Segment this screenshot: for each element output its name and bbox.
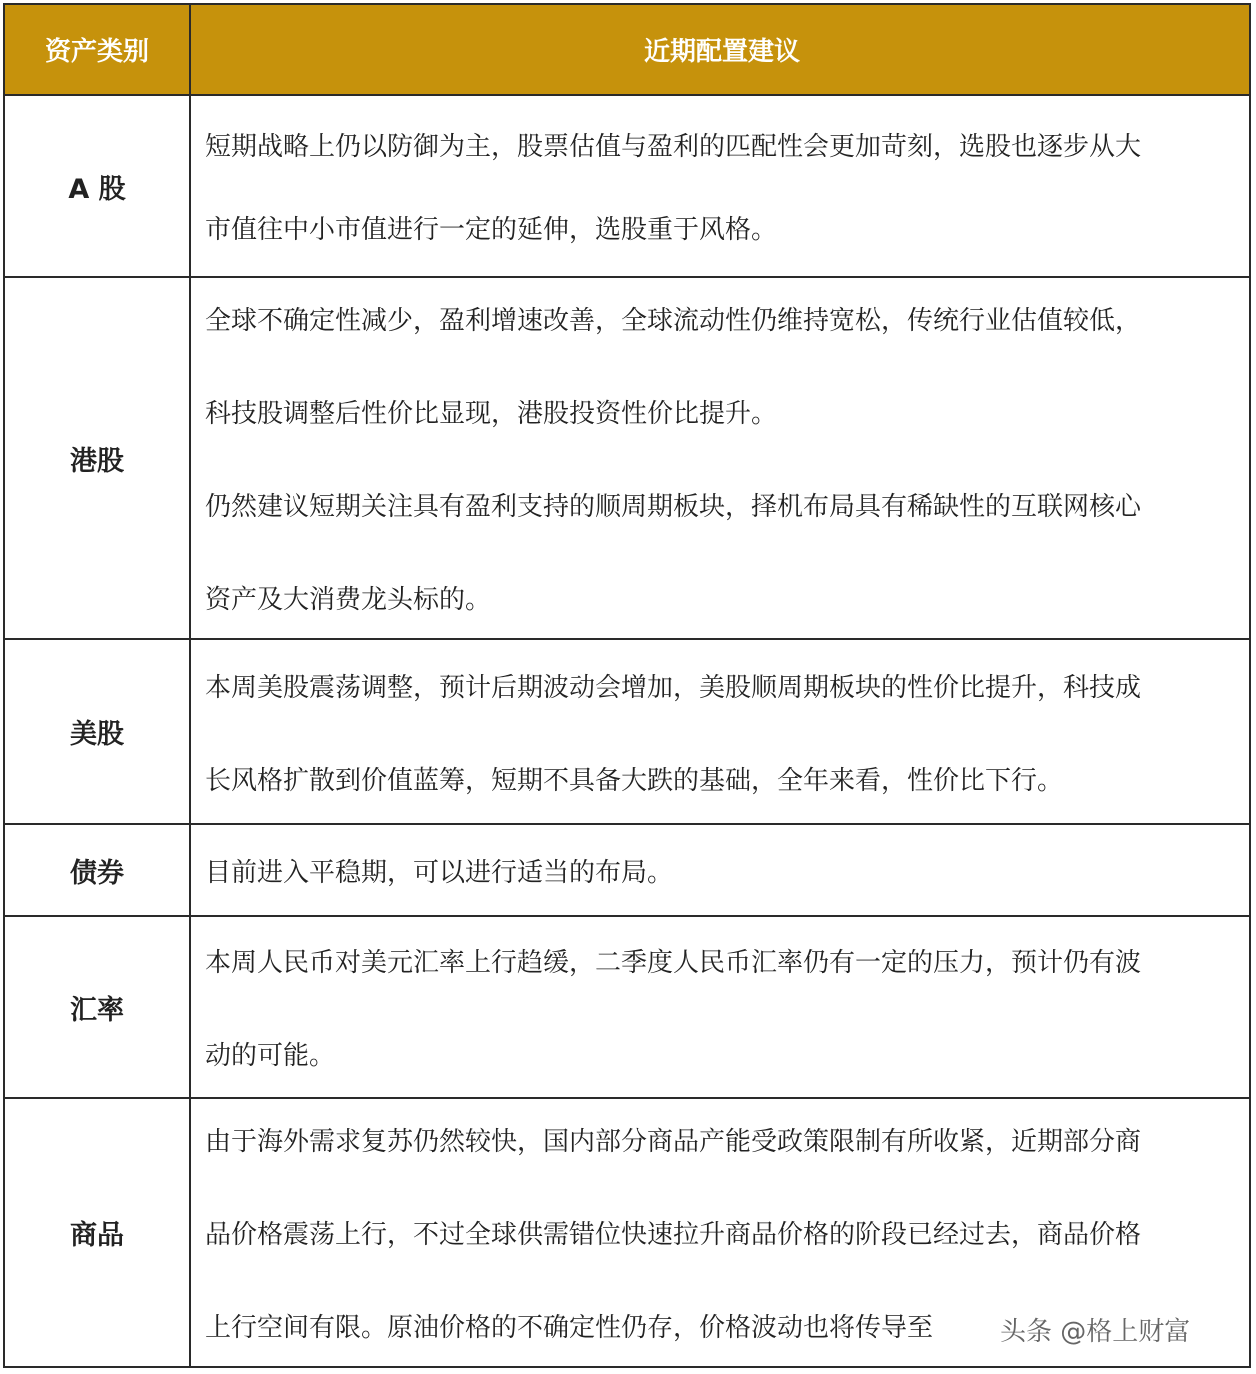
row-category: 港股: [5, 278, 191, 638]
table-header-row: [5, 5, 1249, 96]
header-advice: 近期配置建议: [643, 37, 800, 67]
advice-line: 动的可能。: [205, 1041, 336, 1071]
advice-line: 品价格震荡上行，不过全球供需错位快速拉升商品价格的阶段已经过去，商品价格: [205, 1220, 1142, 1250]
advice-line: 长风格扩散到价值蓝筹，短期不具备大跌的基础，全年来看，性价比下行。: [205, 765, 1064, 796]
advice-line: 由于海外需求复苏仍然较快，国内部分商品产能受政策限制有所收紧，近期部分商: [205, 1127, 1142, 1157]
header-category: 资产类别: [5, 5, 191, 94]
row-category: 债券: [5, 825, 191, 915]
advice-line: 资产及大消费龙头标的。: [205, 585, 492, 615]
row-category: A 股: [5, 96, 191, 276]
row-advice: [191, 96, 1249, 276]
advice-line: 科技股调整后性价比显现，港股投资性价比提升。: [205, 399, 778, 429]
advice-line: 短期战略上仍以防御为主，股票估值与盈利的匹配性会更加苛刻，选股也逐步从大: [205, 132, 1142, 162]
row-category: 汇率: [5, 917, 191, 1097]
row-category: 美股: [5, 640, 191, 823]
advice-line: 全球不确定性减少，盈利增速改善，全球流动性仍维持宽松，传统行业估值较低，: [205, 306, 1142, 336]
advice-line: 市值往中小市值进行一定的延伸，选股重于风格。: [205, 215, 778, 245]
row-advice: [191, 917, 1249, 1097]
table-row: [5, 96, 1249, 278]
advice-line: 本周美股震荡调整，预计后期波动会增加，美股顺周期板块的性价比提升，科技成: [205, 672, 1142, 703]
row-advice: [191, 825, 1249, 915]
watermark: 头条 @格上财富: [1000, 1317, 1191, 1347]
table-row: [5, 640, 1249, 825]
table-row: [5, 917, 1249, 1099]
allocation-table: [3, 3, 1251, 1368]
advice-line: 上行空间有限。原油价格的不确定性仍存，价格波动也将传导至: [205, 1313, 934, 1343]
row-advice: [191, 278, 1249, 638]
table-row: [5, 825, 1249, 917]
table-row: [5, 278, 1249, 640]
advice-line: 仍然建议短期关注具有盈利支持的顺周期板块，择机布局具有稀缺性的互联网核心: [205, 492, 1142, 522]
advice-line: 本周人民币对美元汇率上行趋缓，二季度人民币汇率仍有一定的压力，预计仍有波: [205, 948, 1142, 978]
row-advice: [191, 640, 1249, 823]
row-category: 商品: [5, 1099, 191, 1366]
advice-line: 目前进入平稳期，可以进行适当的布局。: [205, 857, 674, 888]
